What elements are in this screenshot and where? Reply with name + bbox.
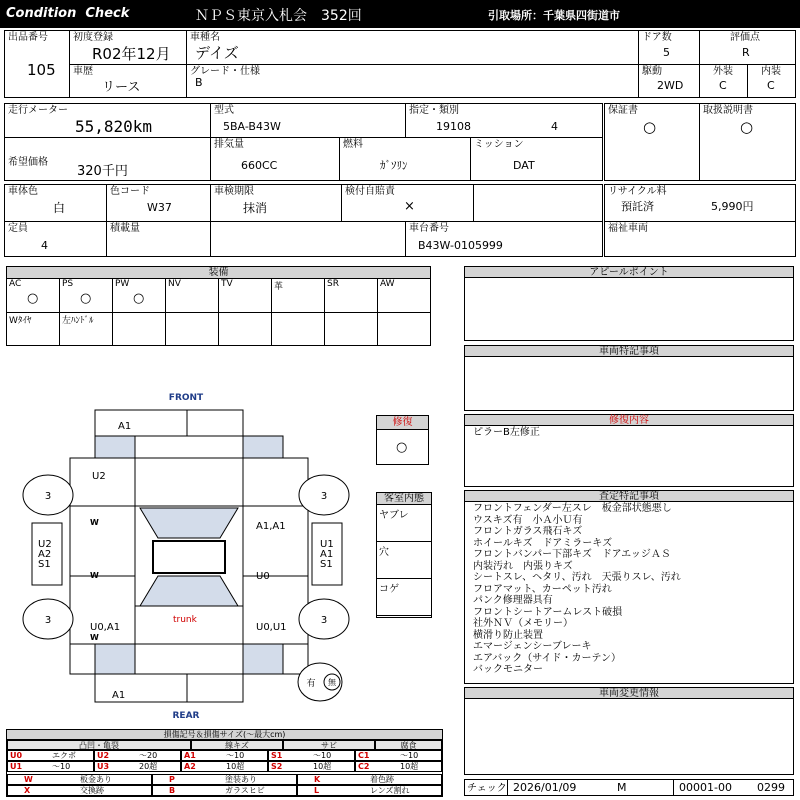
load-box (106, 221, 211, 257)
wheel-rr-mark: 3 (320, 615, 328, 626)
equipment-label: PW (115, 279, 130, 289)
equipment-cell (325, 279, 378, 312)
mark-front-left: U2 (92, 471, 106, 482)
legend-code: S1 (271, 751, 283, 760)
displacement: 660CC (241, 159, 278, 172)
inspection-notes-panel (464, 490, 794, 684)
color-code-label: 色コード (110, 186, 150, 197)
doors: 5 (663, 46, 670, 59)
cabin-item-label: ヤブレ (379, 510, 409, 521)
model-label: 型式 (214, 105, 234, 116)
equipment-row1 (7, 279, 430, 313)
legend-item (7, 750, 94, 761)
grade-box (186, 64, 639, 98)
price-label: 希望価格 (8, 157, 48, 168)
drive: 2WD (657, 79, 684, 92)
grade: B (195, 76, 203, 89)
equipment-cell (272, 279, 325, 312)
lot-number-box (4, 30, 70, 98)
legend-item (94, 750, 181, 761)
change-info-title: 車両変更情報 (465, 688, 793, 699)
welfare-label: 福祉車両 (608, 223, 648, 234)
price-box (4, 137, 211, 181)
odometer-label: 走行メーター (8, 105, 68, 116)
legend-item (297, 785, 442, 796)
interior-label: 内装 (761, 66, 781, 77)
inspection-note-line: フロントバンパー下部キズ ドアエッジＡＳ (473, 549, 671, 560)
warranty-box (604, 103, 700, 181)
fuel-box (339, 137, 471, 181)
legend-desc: 10超 (313, 762, 332, 771)
legend-desc: 〜20 (139, 751, 158, 760)
odometer-box (4, 103, 211, 138)
legend-item (268, 750, 355, 761)
score-label: 評価点 (730, 32, 760, 43)
legend-item (152, 774, 297, 785)
legend-desc: 〜10 (52, 762, 71, 771)
equipment-title: 装備 (7, 267, 430, 279)
mark-left-side: U2 A2 S1 (38, 539, 52, 570)
model-box (210, 103, 406, 138)
equipment-label: AC (9, 279, 22, 289)
equipment-panel (6, 266, 431, 346)
liability: × (404, 199, 415, 214)
score-box (699, 30, 796, 65)
equipment-cell (166, 279, 219, 312)
equipment-cell (378, 279, 431, 312)
legend-desc: ガラスヒビ (225, 786, 265, 795)
capacity-box (4, 221, 107, 257)
first-reg: R02年12月 (92, 45, 171, 63)
legend-desc: 交換跡 (80, 786, 104, 795)
equipment-cell (7, 312, 60, 345)
liability-label: 検付自賠責 (345, 186, 395, 197)
mark-rear-right: U0,U1 (256, 622, 287, 633)
liability-box (341, 184, 474, 222)
header-pickup: 引取場所：千葉県四街道市 (488, 9, 620, 22)
repair-value: ○ (396, 440, 408, 455)
interior: C (767, 79, 775, 92)
legend-code: W (24, 775, 33, 784)
odometer: 55,820km (75, 117, 153, 136)
designation: 19108 (436, 120, 471, 133)
legend-item (7, 774, 152, 785)
equipment-label: AW (380, 279, 395, 289)
legend-item (94, 761, 181, 772)
legend-desc: レンズ割れ (370, 786, 410, 795)
car-name: デイズ (195, 44, 239, 62)
drive-box (638, 64, 700, 98)
legend-code: S2 (271, 762, 283, 771)
equipment-cell (60, 312, 113, 345)
blank-r4-box (210, 221, 406, 257)
blank-r3-box (473, 184, 603, 222)
special-title: 車両特記事項 (465, 346, 793, 357)
inspection-note-line: シートスレ、ヘタリ、汚れ 天張りスレ、汚れ (473, 572, 681, 583)
history-label: 車歴 (73, 66, 93, 77)
inspection-note-line: パンク修理器具有 (473, 595, 553, 606)
footer-bar (464, 779, 794, 796)
legend-code: B (169, 786, 176, 795)
model: 5BA-B43W (223, 120, 281, 133)
inspection-notes-title: 査定特記事項 (465, 491, 793, 502)
w-mark-3: W (90, 633, 99, 642)
history: リース (102, 80, 141, 95)
doors-box (638, 30, 700, 65)
legend-code: A1 (184, 751, 196, 760)
legend-desc: 10超 (226, 762, 245, 771)
inspection-notes-lines (473, 503, 681, 676)
legend-code: C2 (358, 762, 370, 771)
legend-code: A2 (184, 762, 196, 771)
lot-number: 105 (27, 61, 56, 79)
mark-bottom: A1 (112, 690, 126, 701)
footer-code1: 00001-00 (679, 781, 732, 794)
legend-code: U3 (97, 762, 110, 771)
legend-groups (7, 740, 442, 750)
legend-desc: 〜10 (226, 751, 245, 760)
recycle-fee: 5,990円 (711, 200, 754, 213)
inspection-box (210, 184, 342, 222)
cabin-item-label: コゲ (379, 584, 399, 595)
displacement-box (210, 137, 340, 181)
chassis: B43W-0105999 (418, 239, 503, 252)
capacity: 4 (41, 239, 48, 252)
equipment-label: PS (62, 279, 74, 289)
score: R (742, 46, 750, 59)
cabin-item (377, 542, 431, 579)
lot-number-label: 出品番号 (8, 32, 48, 43)
legend-panel (6, 729, 443, 797)
legend-desc: 板金あり (80, 775, 112, 784)
appeal-panel (464, 266, 794, 341)
header-left-title: Condition Check (6, 6, 130, 21)
cabin-items (377, 505, 431, 616)
drive-label: 駆動 (642, 66, 662, 77)
equipment-cell (219, 279, 272, 312)
category: 4 (551, 120, 558, 133)
inspection-note-line: エアバック（サイド・カーテン） (473, 652, 621, 664)
change-info-panel (464, 687, 794, 775)
color-box (4, 184, 107, 222)
header-bar (0, 0, 800, 28)
repair-content-line: ピラーB左修正 (473, 427, 540, 438)
spare-mark: 無 (328, 678, 336, 687)
legend-item (297, 774, 442, 785)
repair-box (376, 415, 429, 465)
check-label: チェック (467, 783, 507, 794)
color-label: 車体色 (8, 186, 38, 197)
manual-label: 取扱説明書 (703, 105, 753, 116)
legend-desc: 〜10 (313, 751, 332, 760)
legend-code: X (24, 786, 31, 795)
color: 白 (53, 201, 66, 215)
legend-code: K (314, 775, 321, 784)
equipment-cell (219, 312, 272, 345)
car-damage-diagram (20, 388, 360, 723)
inspection-note-line: フロアマット、カーペット汚れ (473, 583, 612, 595)
inspection-note-line: 社外ＮＶ（メモリー） (473, 618, 573, 629)
checker: M (617, 781, 627, 794)
doors-label: ドア数 (642, 32, 672, 43)
w-mark-1: W (90, 518, 99, 527)
chassis-box (405, 221, 603, 257)
legend-item (7, 761, 94, 772)
inspection-note-line: 横滑り防止装置 (473, 629, 543, 641)
warranty: ○ (643, 118, 657, 136)
inspection-label: 車検期限 (214, 186, 254, 197)
recycle-box (604, 184, 796, 222)
inspection-note-line: フロントシートアームレスト破損 (473, 606, 623, 618)
capacity-label: 定員 (8, 223, 28, 234)
exterior-box (699, 64, 748, 98)
transmission: DAT (513, 159, 535, 172)
legend-item (7, 785, 152, 796)
inspection-note-line: フロントフェンダー左スレ 板金部状態悪し (473, 503, 672, 514)
first-reg-label: 初度登録 (73, 32, 113, 43)
mark-right-side: U1 A1 S1 (320, 539, 334, 570)
recycle-status: 預託済 (621, 200, 654, 213)
equipment-label: SR (327, 279, 339, 289)
exterior-label: 外装 (713, 66, 733, 77)
repair-content-lines (473, 427, 540, 438)
cabin-panel (376, 492, 432, 618)
equipment-row2 (7, 312, 430, 345)
legend-title: 損傷記号＆損傷サイズ(〜最大cm) (7, 730, 442, 740)
equipment-value: ○ (133, 291, 145, 306)
wheel-fr-mark: 3 (320, 491, 328, 502)
equipment-cell (7, 279, 60, 312)
designation-label: 指定・類別 (409, 105, 459, 116)
inspection-note-line: バックモニター (473, 664, 543, 675)
legend-desc: 着色跡 (370, 775, 394, 784)
equipment-cell (113, 279, 166, 312)
equipment-label: TV (221, 279, 233, 289)
header-center-title: ＮＰＳ東京入札会 352回 (195, 8, 362, 24)
legend-code: P (169, 775, 175, 784)
mark-rear-left: U0,A1 (90, 622, 121, 633)
mark-top: A1 (118, 421, 132, 432)
legend-item (355, 761, 442, 772)
legend-group: 線キズ (191, 740, 283, 750)
grade-label: グレード・仕様 (190, 66, 260, 77)
legend-code: U2 (97, 751, 110, 760)
legend-desc: 〜10 (400, 751, 419, 760)
car-name-box (186, 30, 639, 65)
special-panel (464, 345, 794, 411)
legend-item (268, 761, 355, 772)
footer-code2: 0299 (757, 781, 785, 794)
designation-box (405, 103, 603, 138)
legend-desc: 10超 (400, 762, 419, 771)
cabin-item (377, 505, 431, 542)
cabin-item (377, 579, 431, 616)
equipment-cell (272, 312, 325, 345)
price: 320千円 (77, 164, 128, 179)
first-reg-box (69, 30, 187, 65)
legend-item (181, 761, 268, 772)
w-mark-2: W (90, 571, 99, 580)
cabin-item-label: 穴 (379, 547, 389, 558)
color-code: W37 (147, 201, 172, 214)
chassis-label: 車台番号 (409, 223, 449, 234)
equipment-value: ○ (27, 291, 39, 306)
equipment-cell (60, 279, 113, 312)
legend-code: U0 (10, 751, 23, 760)
legend-code: U1 (10, 762, 23, 771)
legend-desc: エクボ (52, 751, 76, 760)
equipment-cell (166, 312, 219, 345)
transmission-box (470, 137, 603, 181)
fuel: ｶﾞｿﾘﾝ (380, 159, 408, 172)
legend-group: 腐食 (375, 740, 442, 750)
equipment-label: Wﾀｲﾔ (9, 316, 32, 326)
spare-label: 有 (306, 679, 316, 689)
legend-code: C1 (358, 751, 370, 760)
cabin-title: 客室内態 (377, 493, 431, 505)
legend-item (355, 750, 442, 761)
warranty-label: 保証書 (608, 105, 638, 116)
inspection: 抹消 (243, 201, 268, 215)
equipment-label: NV (168, 279, 181, 289)
color-code-box (106, 184, 211, 222)
trunk-label: trunk (173, 615, 197, 625)
legend-group: サビ (283, 740, 375, 750)
legend-item (152, 785, 297, 796)
equipment-cell (113, 312, 166, 345)
inspection-note-line: 内装汚れ 内張りキズ (473, 560, 573, 572)
inspection-note-line: ウスキズ有 小Ａ小Ｕ有 (473, 514, 583, 526)
front-label: FRONT (168, 393, 204, 403)
repair-title: 修復 (377, 416, 428, 430)
history-box (69, 64, 187, 98)
manual-box (699, 103, 796, 181)
appeal-title: アピールポイント (465, 267, 793, 278)
interior-box (747, 64, 796, 98)
equipment-label: 革 (274, 282, 284, 292)
legend-desc: 20超 (139, 762, 158, 771)
equipment-cell (325, 312, 378, 345)
inspection-note-line: フロントガラス飛石キズ (473, 526, 583, 537)
exterior: C (719, 79, 727, 92)
inspection-note-line: エマージェンシーブレーキ (473, 641, 592, 652)
equipment-label: 左ﾊﾝﾄﾞﾙ (62, 316, 94, 326)
manual: ○ (740, 118, 754, 136)
displacement-label: 排気量 (214, 139, 244, 150)
recycle-label: リサイクル料 (608, 186, 667, 197)
legend-code: L (314, 786, 320, 795)
check-date: 2026/01/09 (513, 781, 577, 794)
wheel-fl-mark: 3 (44, 491, 52, 502)
wheel-rl-mark: 3 (44, 615, 52, 626)
rear-label: REAR (172, 711, 200, 721)
transmission-label: ミッション (474, 139, 524, 150)
fuel-label: 燃料 (343, 139, 363, 150)
legend-item (181, 750, 268, 761)
repair-content-title: 修復内容 (465, 415, 793, 426)
load-label: 積載量 (110, 223, 140, 234)
legend-desc: 塗装あり (225, 775, 257, 784)
mark-front-right: A1,A1 (256, 521, 286, 532)
legend-group: 凸凹・亀裂 (7, 740, 191, 750)
inspection-note-line: ホイールキズ ドアミラーキズ (473, 537, 613, 549)
welfare-box (604, 221, 796, 257)
car-name-label: 車種名 (190, 32, 220, 43)
repair-content-panel (464, 414, 794, 487)
equipment-value: ○ (80, 291, 92, 306)
mark-mid-right: U0 (256, 571, 270, 582)
